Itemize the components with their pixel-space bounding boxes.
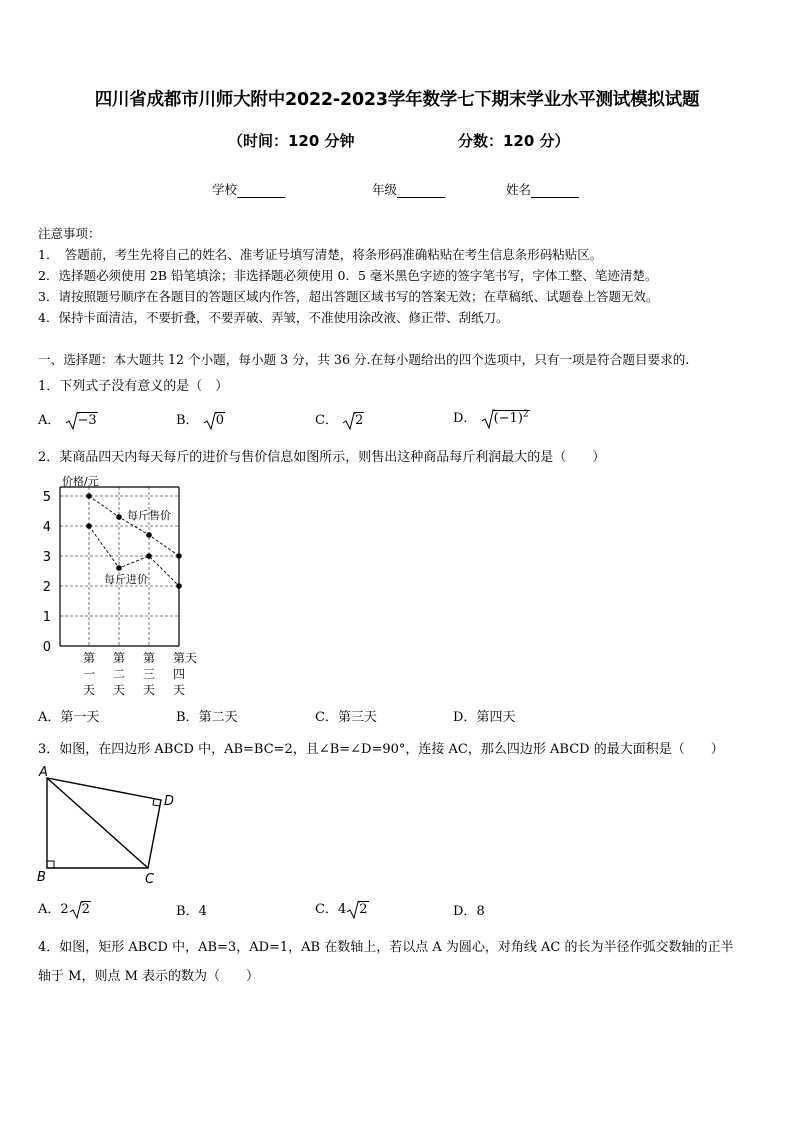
y-tick-label: 3 bbox=[42, 550, 51, 565]
x-axis-label: 天 bbox=[185, 651, 198, 665]
vertex-a: A bbox=[39, 765, 48, 780]
name-blank bbox=[531, 184, 579, 198]
q3-option-a bbox=[38, 898, 91, 920]
option-expr: 2 bbox=[355, 413, 364, 428]
option-label: D． bbox=[453, 411, 477, 426]
option-label: B． bbox=[176, 904, 199, 919]
option-radicand: 2 bbox=[81, 902, 90, 917]
q3-option-c bbox=[315, 898, 369, 920]
x-tick-label: 三 bbox=[142, 667, 156, 681]
q1-stem: 1．下列式子没有意义的是（ ） bbox=[38, 379, 229, 394]
data-point bbox=[86, 493, 92, 499]
quadrilateral-figure bbox=[34, 762, 184, 888]
right-angle-b bbox=[47, 861, 54, 868]
option-label: D． bbox=[453, 904, 477, 919]
q3-option-d bbox=[453, 900, 485, 919]
q1-option-a bbox=[38, 409, 98, 431]
q2-option-c bbox=[315, 706, 377, 725]
x-tick-label: 第 bbox=[82, 651, 96, 665]
option-label: B． bbox=[176, 413, 199, 428]
grade-field bbox=[372, 180, 445, 198]
vertex-b: B bbox=[37, 870, 46, 885]
data-point bbox=[176, 583, 182, 589]
option-label: A． bbox=[38, 413, 61, 428]
section-heading: 一、选择题：本大题共 12 个小题，每小题 3 分，共 36 分.在每小题给出的四个选项中，只有一项是符合题目要求的. bbox=[38, 352, 690, 367]
chart-labels bbox=[43, 474, 197, 696]
option-text: 第二天 bbox=[198, 710, 238, 725]
y-tick-label: 4 bbox=[42, 520, 51, 535]
q2-option-a bbox=[38, 706, 99, 725]
q1-option-c bbox=[315, 409, 364, 431]
option-label: D． bbox=[453, 710, 477, 725]
option-expr: −3 bbox=[77, 413, 97, 428]
grade-label: 年级 bbox=[372, 182, 398, 197]
option-label: C． bbox=[315, 710, 338, 725]
option-text: 第一天 bbox=[60, 710, 100, 725]
name-label: 姓名 bbox=[506, 182, 532, 197]
note-item: 3．请按照题号顺序在各题目的答题区域内作答，超出答题区域书写的答案无效；在草稿纸、试题卷上答题无效。 bbox=[38, 289, 659, 304]
x-tick-label: 二 bbox=[112, 667, 126, 681]
data-point bbox=[116, 565, 122, 571]
y-axis-label: 价格/元 bbox=[62, 475, 99, 488]
option-label: A． bbox=[38, 710, 61, 725]
option-label: C． bbox=[315, 902, 338, 917]
series-label: 每斤进价 bbox=[104, 573, 148, 586]
x-tick-label: 天 bbox=[172, 683, 186, 696]
note-item: 1． 答题前，考生先将自己的姓名、准考证号填写清楚，将条形码准确粘贴在考生信息条形码粘贴区。 bbox=[38, 247, 603, 262]
page-title: 四川省成都市川师大附中2022-2023学年数学七下期末学业水平测试模拟试题 bbox=[94, 90, 700, 110]
school-field bbox=[212, 180, 285, 198]
x-tick-label: 第 bbox=[142, 651, 156, 665]
name-field bbox=[506, 180, 579, 198]
option-label: C． bbox=[315, 413, 338, 428]
data-point bbox=[116, 514, 122, 520]
quad-abcd bbox=[47, 778, 161, 868]
q3-option-b bbox=[176, 900, 207, 919]
diagonal-ac bbox=[47, 778, 148, 868]
option-radicand: 2 bbox=[359, 902, 368, 917]
option-text: 4 bbox=[198, 904, 207, 919]
data-point bbox=[86, 523, 92, 529]
y-tick-label: 0 bbox=[42, 640, 51, 655]
option-exponent: 2 bbox=[522, 409, 529, 420]
option-text: 8 bbox=[476, 904, 485, 919]
option-text: 第三天 bbox=[337, 710, 377, 725]
q3-stem: 3．如图，在四边形 ABCD 中，AB=BC=2，且∠B=∠D=90°，连接 AC，那么四边形 ABCD 的最大面积是（ ） bbox=[38, 742, 724, 757]
school-blank bbox=[237, 184, 285, 198]
note-item: 4．保持卡面清洁，不要折叠，不要弄破、弄皱，不准使用涂改液、修正带、刮纸刀。 bbox=[38, 310, 509, 325]
series-label: 每斤售价 bbox=[127, 509, 171, 522]
option-coef: 4 bbox=[337, 902, 347, 917]
vertex-d: D bbox=[164, 794, 175, 809]
x-tick-label: 四 bbox=[172, 667, 186, 681]
school-label: 学校 bbox=[212, 182, 238, 197]
q1-option-b bbox=[176, 409, 225, 431]
q2-stem: 2．某商品四天内每天每斤的进价与售价信息如图所示，则售出这种商品每斤利润最大的是（ ） bbox=[38, 450, 606, 465]
x-tick-label: 一 bbox=[82, 667, 96, 681]
option-coef: 2 bbox=[60, 902, 69, 917]
price-chart bbox=[38, 470, 218, 696]
x-tick-label: 第 bbox=[112, 651, 126, 665]
note-item: 2．选择题必须使用 2B 铅笔填涂；非选择题必须使用 0．5 毫米黑色字迹的签字笔书写，字体工整、笔迹清楚。 bbox=[38, 268, 658, 283]
q2-option-b bbox=[176, 706, 238, 725]
x-tick-label: 天 bbox=[112, 683, 126, 696]
option-expr bbox=[493, 410, 530, 426]
exam-score: 分数：120 分） bbox=[458, 132, 570, 150]
option-text: 第四天 bbox=[476, 710, 516, 725]
x-tick-label: 天 bbox=[142, 683, 156, 696]
y-tick-label: 5 bbox=[42, 490, 51, 505]
x-tick-label: 天 bbox=[82, 683, 96, 696]
data-point bbox=[146, 553, 152, 559]
q1-option-d bbox=[453, 407, 530, 430]
y-tick-label: 1 bbox=[42, 610, 51, 625]
y-tick-label: 2 bbox=[42, 580, 51, 595]
option-label: A． bbox=[38, 902, 61, 917]
x-tick-label: 第 bbox=[172, 651, 186, 665]
option-expr: 0 bbox=[215, 413, 224, 428]
notes-heading: 注意事项： bbox=[38, 226, 101, 241]
data-point bbox=[176, 553, 182, 559]
data-point bbox=[146, 532, 152, 538]
grade-blank bbox=[397, 184, 445, 198]
vertex-c: C bbox=[145, 872, 155, 887]
q4-stem-line2: 轴于 M，则点 M 表示的数为（ ） bbox=[38, 969, 260, 984]
option-base: (−1) bbox=[493, 411, 523, 426]
exam-time: （时间：120 分钟 bbox=[228, 132, 355, 150]
q4-stem-line1: 4．如图，矩形 ABCD 中，AB=3，AD=1，AB 在数轴上，若以点 A 为圆心，对角线 AC 的长为半径作弧交数轴的正半 bbox=[38, 940, 734, 955]
q2-option-d bbox=[453, 706, 515, 725]
option-label: B． bbox=[176, 710, 199, 725]
